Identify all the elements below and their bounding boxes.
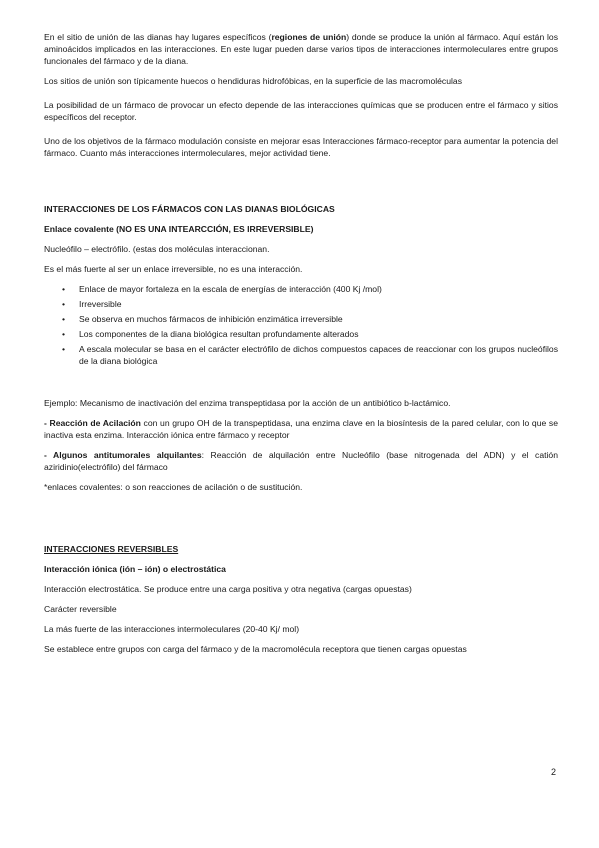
intro-p1-text-a: En el sitio de unión de las dianas hay lugares específicos (	[44, 32, 272, 42]
intro-p1-bold-term: regiones de unión	[271, 32, 347, 42]
alkylating-paragraph	[44, 449, 558, 473]
bullet-item-5	[44, 343, 558, 367]
bullet-text: A escala molecular se basa en el carácter electrófilo de dichos compuestos capaces de reaccionar con los grupos nucleófilos de la diana biológica	[79, 344, 558, 366]
alkylating-text: : Reacción de alquilación entre Nucleófilo (base nitrogenada del ADN) y el catión aziridinio(electrófilo) del fármaco	[44, 450, 558, 472]
intro-paragraph-4: Uno de los objetivos de la fármaco modulación consiste en mejorar esas Interacciones fármaco-receptor para aumentar la potencia del fármaco. Cuanto más interacciones intermoleculares, mejor actividad tiene.	[44, 136, 558, 158]
acylation-text: con un grupo OH de la transpeptidasa, una enzima clave en la biosíntesis de la pared celular, con lo que se inactiva esta enzima. Interacción iónica entre fármaco y receptor	[44, 418, 558, 440]
example-paragraph: Ejemplo: Mecanismo de inactivación del enzima transpeptidasa por la acción de un antibiótico b-lactámico.	[44, 398, 451, 408]
bullet-item-3	[44, 313, 558, 325]
section2-line-3: La más fuerte de las interacciones intermoleculares (20-40 Kj/ mol)	[44, 624, 300, 634]
section1-line-1: Nucleófilo – electrófilo. (estas dos moléculas interaccionan.	[44, 244, 270, 254]
page-content	[44, 31, 558, 655]
page-number: 2	[550, 767, 556, 777]
intro-paragraph-2: Los sitios de unión son típicamente huecos o hendiduras hidrofóbicas, en la superficie de las macromoléculas	[44, 76, 462, 86]
section2-line-1: Interacción electrostática. Se produce entre una carga positiva y otra negativa (cargas opuestas)	[44, 584, 412, 594]
bullet-item-4	[44, 328, 558, 340]
section2-line-4: Se establece entre grupos con carga del fármaco y de la macromolécula receptora que tienen cargas opuestas	[44, 644, 467, 654]
intro-paragraph-1	[44, 31, 558, 67]
section2-line-2: Carácter reversible	[44, 604, 117, 614]
acylation-term: - Reacción de Acilación	[44, 418, 141, 428]
section1-heading: INTERACCIONES DE LOS FÁRMACOS CON LAS DIANAS BIOLÓGICAS	[44, 204, 335, 214]
covalent-note: *enlaces covalentes: o son reacciones de acilación o de sustitución.	[44, 482, 303, 492]
bullet-item-1	[44, 283, 558, 295]
intro-paragraph-3: La posibilidad de un fármaco de provocar un efecto depende de las interacciones químicas que se producen entre el fármaco y sitios específicos del receptor.	[44, 100, 558, 122]
alkylating-term: - Algunos antitumorales alquilantes	[44, 450, 202, 460]
bullet-icon: •	[62, 299, 66, 309]
acylation-paragraph	[44, 417, 558, 441]
bullet-text: Los componentes de la diana biológica resultan profundamente alterados	[79, 329, 359, 339]
section2-subheading: Interacción iónica (ión – ión) o electrostática	[44, 564, 226, 574]
bullet-item-2	[44, 298, 558, 310]
section2-heading: INTERACCIONES REVERSIBLES	[44, 544, 179, 554]
bullet-text: Enlace de mayor fortaleza en la escala de energías de interacción (400 Kj /mol)	[79, 284, 382, 294]
bullet-text: Se observa en muchos fármacos de inhibición enzimática irreversible	[79, 314, 343, 324]
section1-bullet-list	[44, 283, 558, 367]
bullet-icon: •	[62, 284, 66, 294]
intro-p1-text-b: ) donde se produce la unión al fármaco. Aquí están los aminoácidos implicados en las interacciones. En este lugar pueden darse varios tipos de interacciones intermoleculares entre grupos funcionales del fármaco y de la diana.	[44, 32, 558, 66]
section1-subheading: Enlace covalente (NO ES UNA INTEARCCIÓN, ES IRREVERSIBLE)	[44, 224, 314, 234]
bullet-icon: •	[62, 329, 66, 339]
bullet-icon: •	[62, 344, 66, 354]
bullet-text: Irreversible	[79, 299, 122, 309]
section1-line-2: Es el más fuerte al ser un enlace irreversible, no es una interacción.	[44, 264, 303, 274]
bullet-icon: •	[62, 314, 66, 324]
